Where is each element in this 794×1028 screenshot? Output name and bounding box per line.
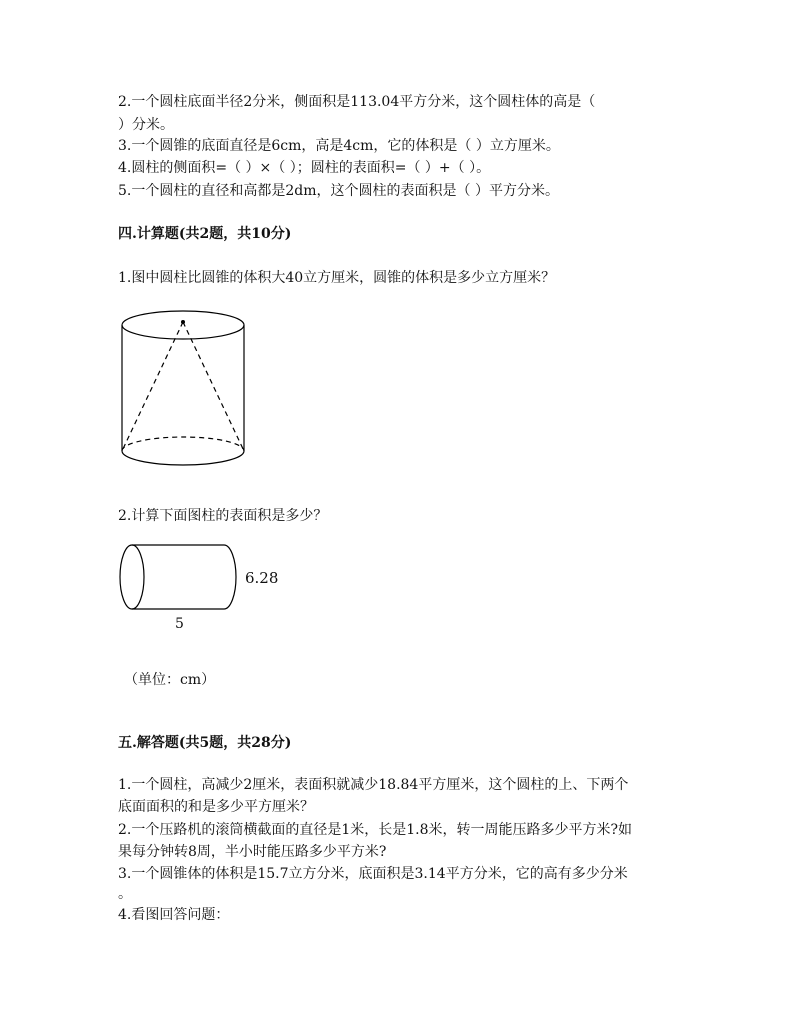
- unit-note: （单位：cm）: [124, 672, 216, 688]
- section5-heading: 五.解答题(共5题，共28分): [118, 735, 292, 751]
- cylinder-bottom-back-arc: [122, 437, 244, 451]
- section5-q1-line1: 1.一个圆柱，高减少2厘米，表面积就减少18.84平方厘米，这个圆柱的上、下两个: [118, 777, 629, 793]
- fill-q4: 4.圆柱的侧面积=（ ）×（ ）；圆柱的表面积=（ ）+（ ）。: [118, 160, 491, 176]
- cone-apex-point: [181, 320, 185, 324]
- cylinder-right-arc: [224, 545, 236, 609]
- length-label: 5: [175, 616, 184, 632]
- section4-q1: 1.图中圆柱比圆锥的体积大40立方厘米，圆锥的体积是多少立方厘米？: [118, 270, 556, 286]
- section5-q3-line1: 3.一个圆锥体的体积是15.7立方分米，底面积是3.14平方分米，它的高有多少分米: [118, 866, 628, 882]
- cylinder-bottom-front-arc: [122, 451, 244, 465]
- fill-q5: 5.一个圆柱的直径和高都是2dm，这个圆柱的表面积是（ ）平方分米。: [118, 183, 559, 199]
- cone-right-edge: [183, 322, 244, 451]
- cylinder-left-face: [120, 545, 144, 609]
- fill-q2-line2: ）分米。: [118, 117, 174, 133]
- height-label: 6.28: [245, 569, 279, 587]
- section5-q2-line1: 2.一个压路机的滚筒横截面的直径是1米，长是1.8米，转一周能压路多少平方米?如: [118, 822, 633, 838]
- fill-q3: 3.一个圆锥的底面直径是6cm，高是4cm，它的体积是（ ）立方厘米。: [118, 138, 560, 154]
- cone-left-edge: [122, 322, 183, 451]
- cylinder-top-ellipse: [122, 311, 244, 339]
- section5-q2-line2: 果每分钟转8周，半小时能压路多少平方米?: [118, 844, 387, 860]
- cylinder-cone-figure: [116, 305, 250, 467]
- section5-q1-line2: 底面面积的和是多少平方厘米？: [118, 799, 314, 815]
- section4-heading: 四.计算题(共2题，共10分): [118, 226, 292, 242]
- horizontal-cylinder-figure: [116, 540, 242, 616]
- section5-q3-line2: 。: [118, 886, 132, 902]
- section4-q2: 2.计算下面图柱的表面积是多少？: [118, 508, 328, 524]
- section5-q4: 4.看图回答问题：: [118, 907, 230, 923]
- fill-q2-line1: 2.一个圆柱底面半径2分米，侧面积是113.04平方分米，这个圆柱体的高是（: [118, 94, 596, 110]
